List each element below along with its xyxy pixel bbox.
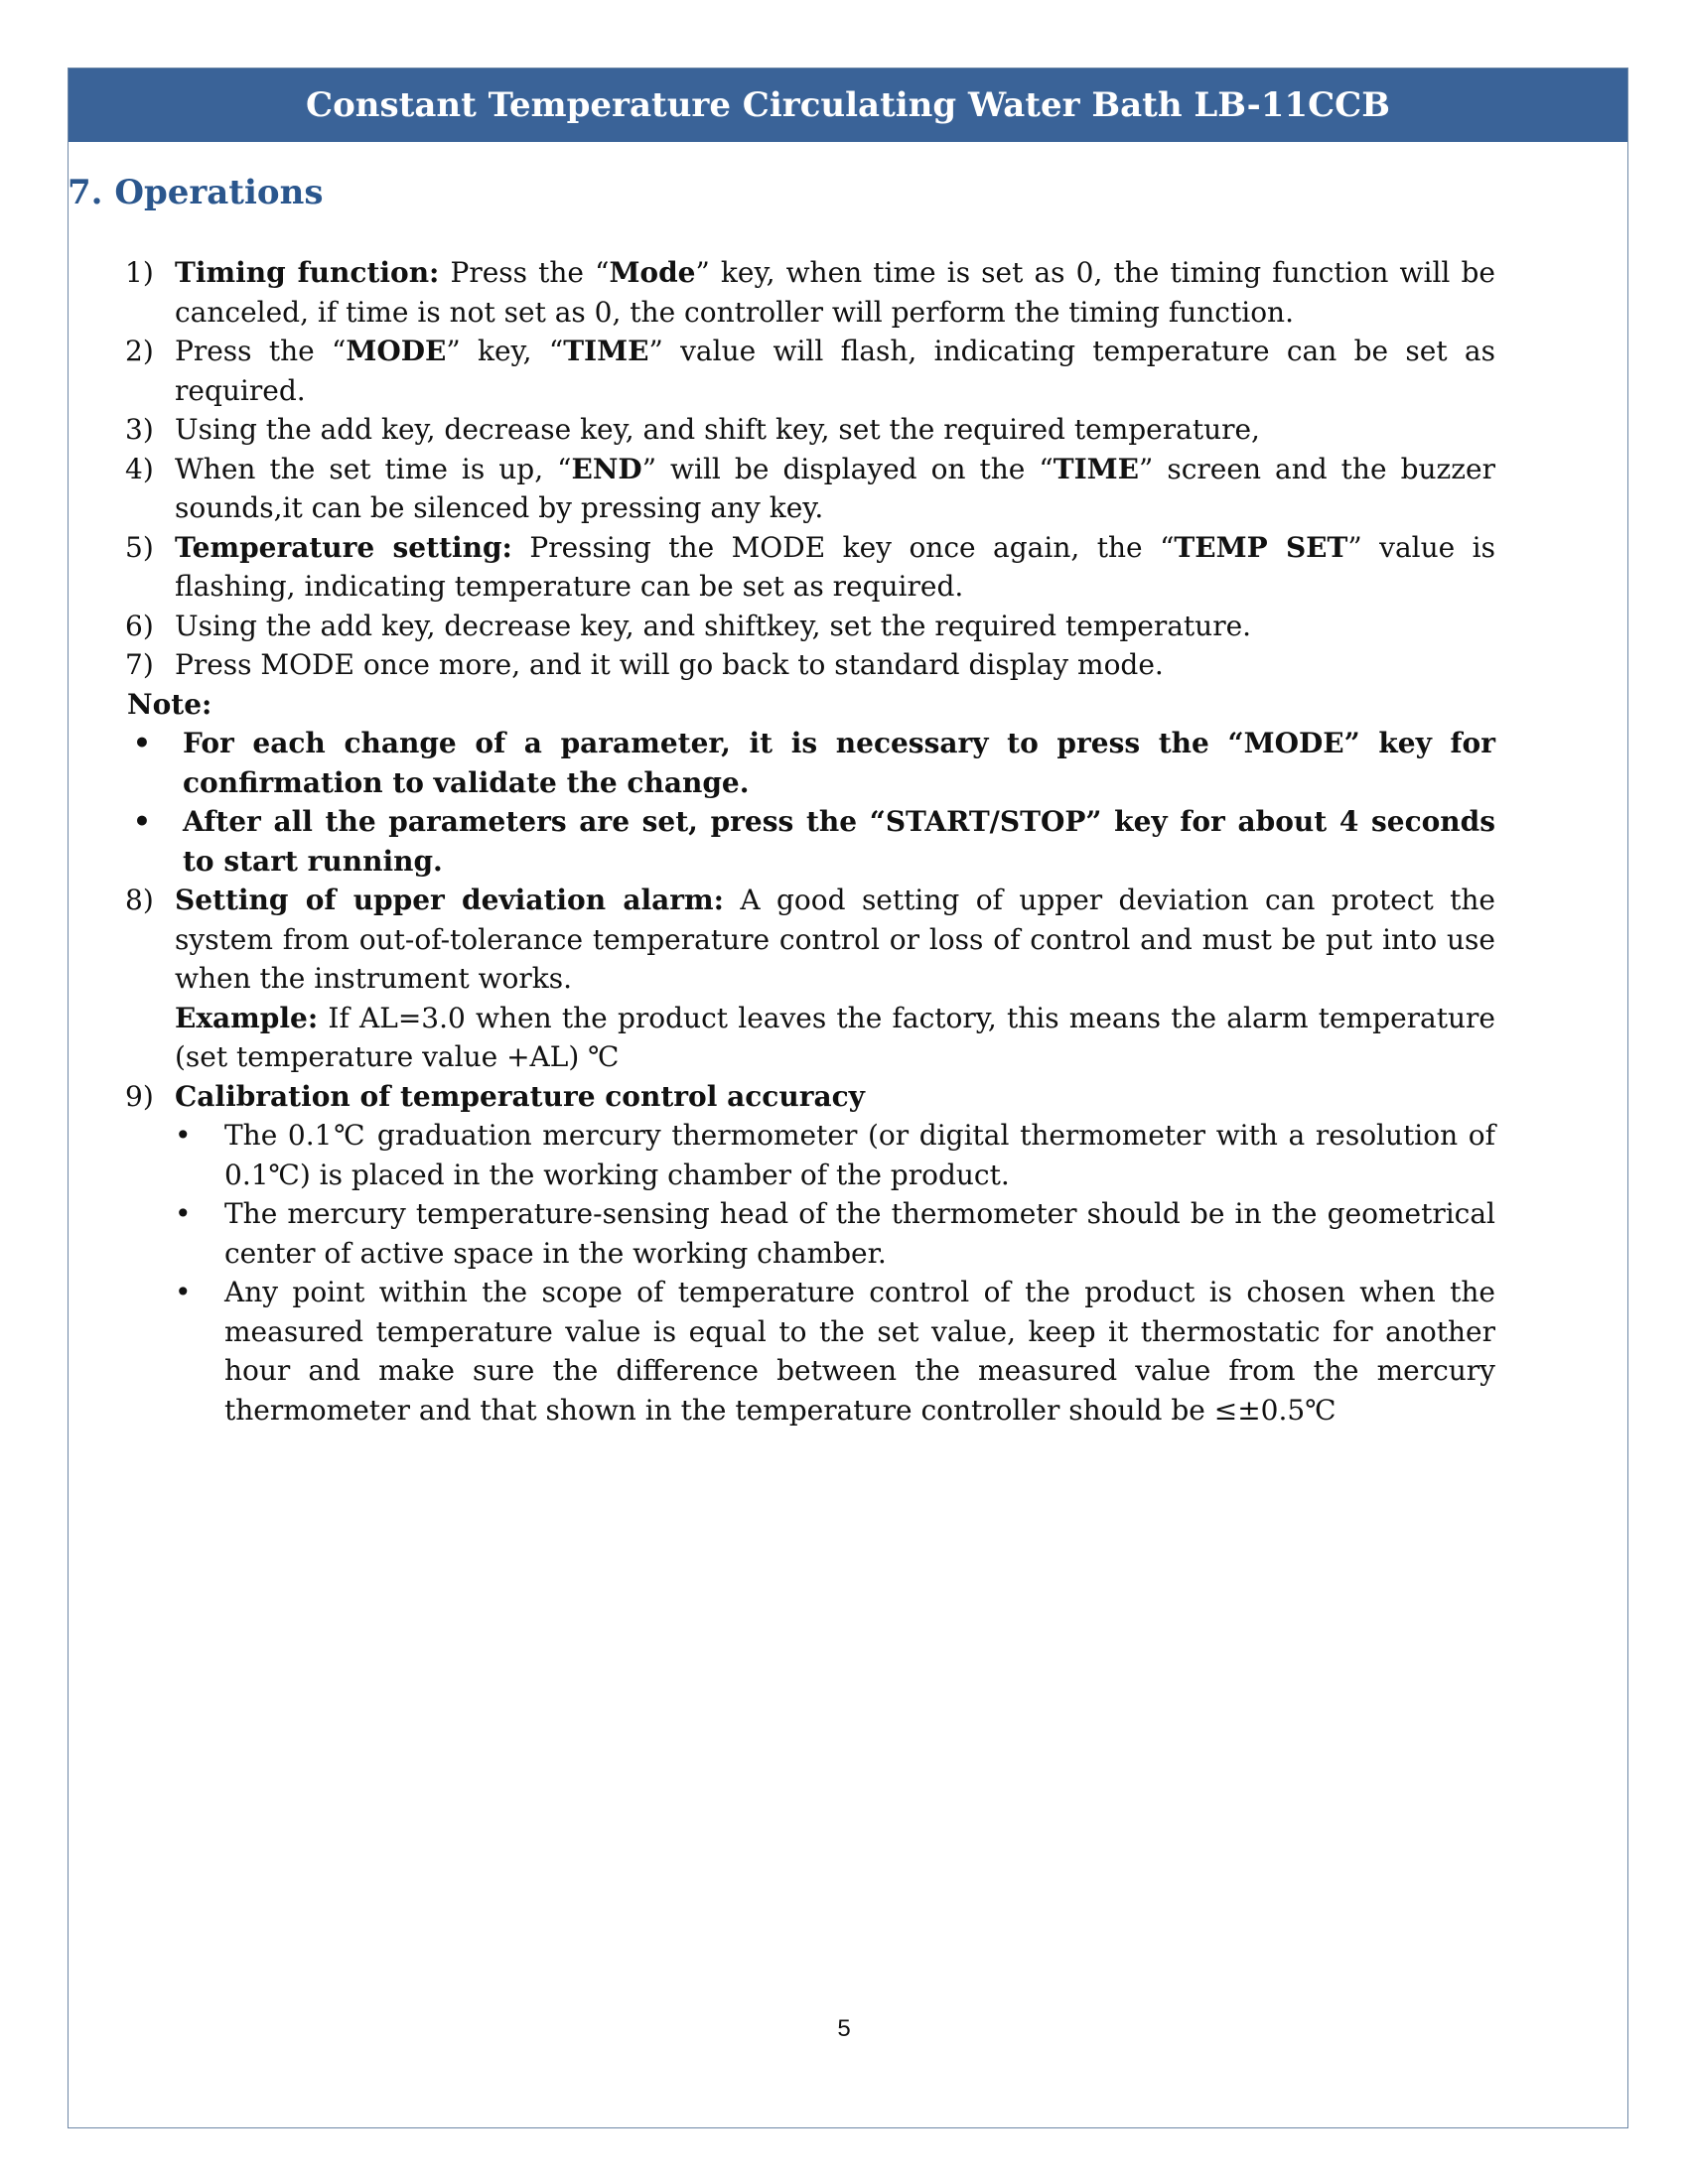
bullet-icon: • <box>133 805 151 838</box>
item-text: ” value will flash, indicating temperature can be set as required. <box>175 335 1495 407</box>
item-label: Calibration of temperature control accuracy <box>175 1079 865 1113</box>
key-name: TIME <box>1053 452 1140 485</box>
item-text: ” screen and the buzzer sounds,it can be silenced by pressing any key. <box>175 452 1495 524</box>
item-label: Temperature setting: <box>175 530 512 564</box>
item-text: ” key, “ <box>446 335 564 367</box>
item-text: Using the add key, decrease key, and shiftkey, set the required temperature. <box>175 609 1252 642</box>
key-name: Mode <box>609 256 696 289</box>
bullet-icon: • <box>175 1119 192 1152</box>
note-bullet <box>125 724 1495 802</box>
item-text: Pressing the MODE key once again, the “ <box>511 530 1175 564</box>
bullet-icon: • <box>133 727 151 759</box>
note-title: Note: <box>127 687 212 721</box>
item-number: 2) <box>125 335 154 367</box>
item-label: Timing function: <box>175 256 440 289</box>
calibration-text: The mercury temperature-sensing head of the thermometer should be in the geometrical center of active space in the working chamber. <box>224 1197 1495 1270</box>
key-name: TEMP SET <box>1174 530 1348 564</box>
example-text: If AL=3.0 when the product leaves the factory, this means the alarm temperature (set temperature value +AL) ℃ <box>175 1001 1495 1073</box>
note-list <box>125 724 1495 881</box>
key-name: TIME <box>563 335 649 367</box>
example-label: Example: <box>175 1001 319 1034</box>
item-text: When the set time is up, “ <box>175 452 572 485</box>
item-number: 4) <box>125 452 154 485</box>
list-item <box>125 607 1495 646</box>
item-text: Using the add key, decrease key, and shift key, set the required temperature, <box>175 413 1260 446</box>
example-paragraph <box>175 999 1495 1077</box>
document-header: Constant Temperature Circulating Water Bath LB-11CCB <box>69 68 1627 142</box>
item-text: Press MODE once more, and it will go back to standard display mode. <box>175 648 1164 681</box>
list-item <box>125 332 1495 410</box>
item-text: Press the “ <box>439 256 610 289</box>
item-label: Setting of upper deviation alarm: <box>175 884 724 916</box>
item-number: 8) <box>125 884 154 916</box>
calibration-text: The 0.1℃ graduation mercury thermometer (or digital thermometer with a resolution of 0.1℃) is placed in the working chamber of the product. <box>224 1119 1495 1191</box>
item-text: A good setting of upper deviation can protect the system from out-of-tolerance temperature control or loss of control and must be put into use when the instrument works. <box>175 884 1495 995</box>
calibration-list <box>175 1116 1495 1430</box>
list-item <box>125 645 1495 685</box>
section-title: 7. Operations <box>68 173 324 212</box>
item-number: 1) <box>125 256 154 289</box>
list-item <box>125 450 1495 528</box>
note-text: After all the parameters are set, press the “START/STOP” key for about 4 seconds to start running. <box>183 805 1495 878</box>
item-text: ” will be displayed on the “ <box>641 452 1054 485</box>
note-bullet <box>125 802 1495 881</box>
key-name: END <box>571 452 642 485</box>
operations-content <box>125 253 1495 1430</box>
calibration-bullet <box>175 1273 1495 1430</box>
item-number: 7) <box>125 648 154 681</box>
list-item <box>125 881 1495 1077</box>
item-number: 6) <box>125 609 154 642</box>
item-text: ” value is flashing, indicating temperature can be set as required. <box>175 530 1496 603</box>
bullet-icon: • <box>175 1276 192 1308</box>
calibration-bullet <box>175 1116 1495 1194</box>
calibration-text: Any point within the scope of temperature control of the product is chosen when the measured temperature value is equal to the set value, keep it thermostatic for another hour and make sure the difference between the measured value from the mercury thermometer and that shown in the temperature controller should be ≤±0.5℃ <box>224 1276 1495 1427</box>
page-number: 5 <box>837 2015 851 2042</box>
bullet-icon: • <box>175 1197 192 1230</box>
item-number: 5) <box>125 530 154 564</box>
key-name: MODE <box>346 335 447 367</box>
item-number: 9) <box>125 1079 154 1113</box>
item-text: Press the “ <box>175 335 347 367</box>
item-number: 3) <box>125 413 154 446</box>
note-text: For each change of a parameter, it is necessary to press the “MODE” key for confirmation to validate the change. <box>183 727 1495 799</box>
list-item <box>125 253 1495 332</box>
calibration-bullet <box>175 1194 1495 1273</box>
item-text: ” key, when time is set as 0, the timing function will be canceled, if time is not set as 0, the controller will perform the timing function. <box>175 256 1495 329</box>
list-item <box>125 528 1495 607</box>
list-item <box>125 410 1495 450</box>
list-item <box>125 1077 1495 1431</box>
